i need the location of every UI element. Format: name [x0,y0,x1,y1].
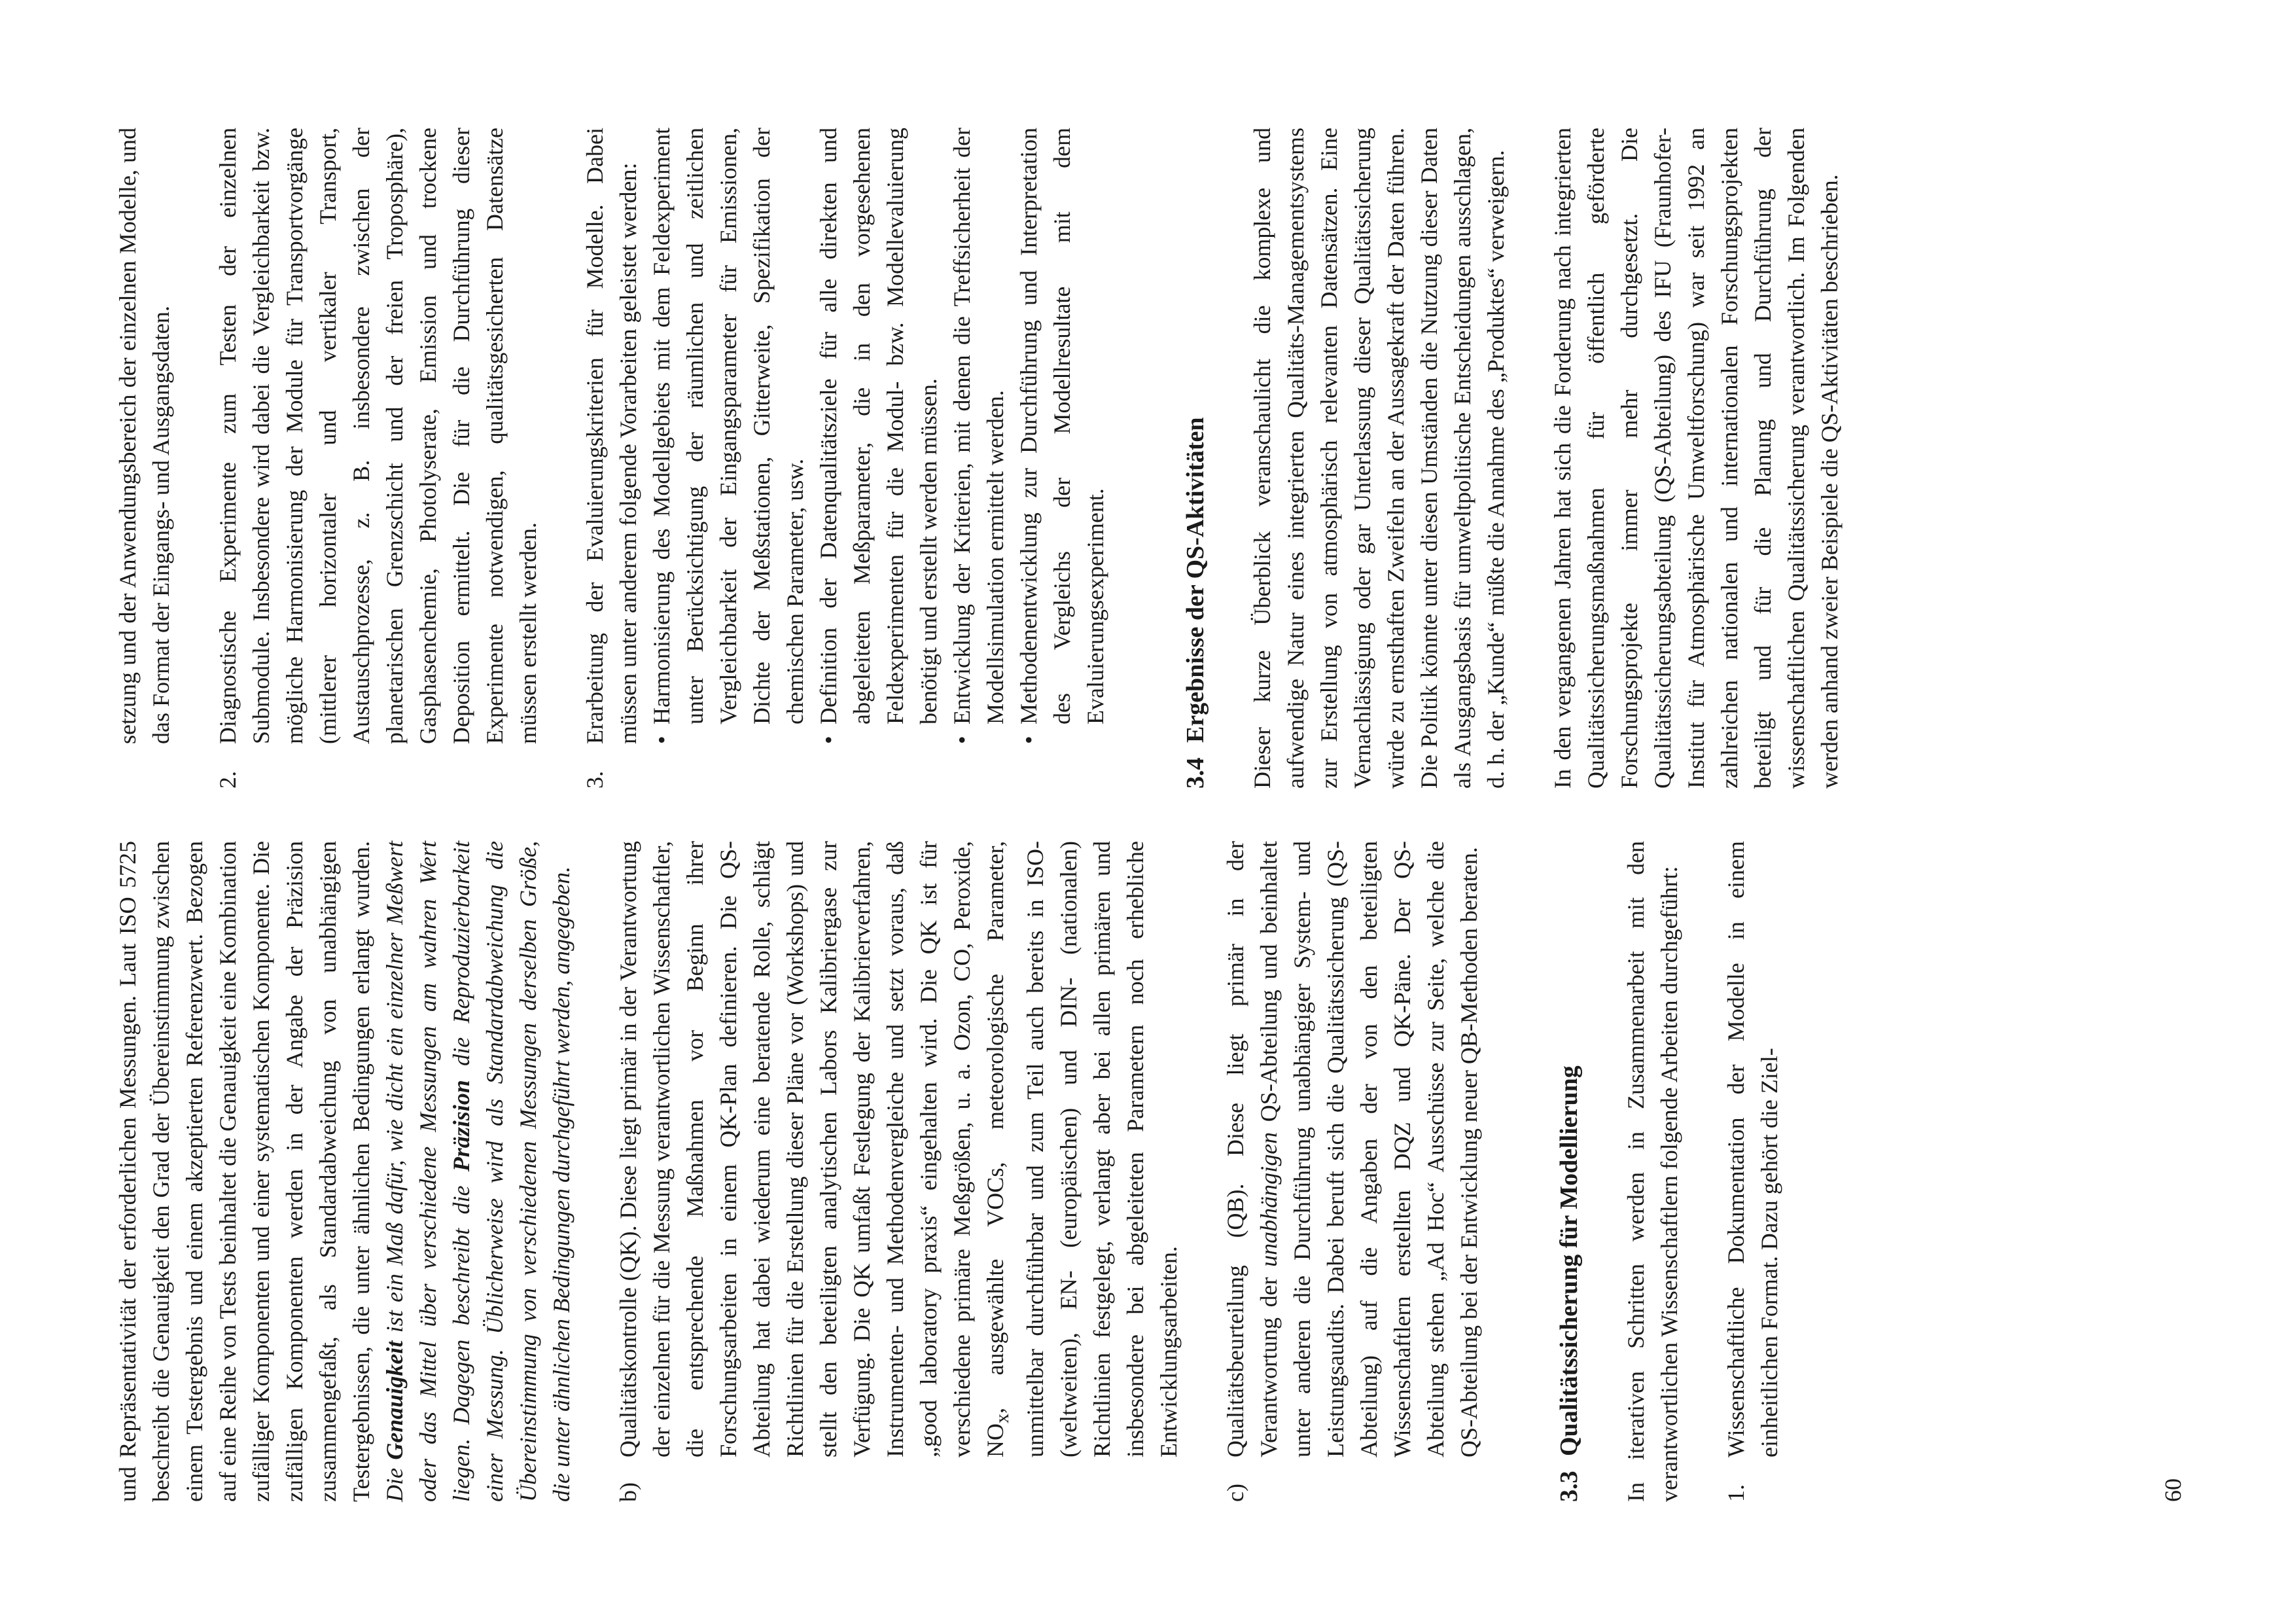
item-text [1219,841,1486,1457]
section-title: Ergebnisse der QS-Aktivitäten [1182,417,1209,743]
bullet-text: Harmonisierung des Modellgebiets mit dem Feldexperiment unter Berücksichtigung der räumlichen und zeitlichen Vergleichbarkeit der Eingangsparameter für Emissionen, Dichte der Meßstationen, Gitterweite, Spezifikation der chemischen Parameter, usw. [648,128,808,724]
item-text: Wissenschaftliche Dokumentation der Modelle in einem einheitlichen Format. Dazu gehört die Ziel- [1723,841,1783,1457]
subscript: x [991,1414,1014,1423]
text-span: Qualitätskontrolle (QK). Diese liegt primär in der Verantwortung der einzelnen für die Messung verantwortlichen Wissenschaftler, die entsprechende Maßnahmen vor Beginn ihrer Forschungsarbeiten in einem QK-Plan definieren. Die QS-Abteilung hat dabei wiederum eine beratende Rolle, schlägt Richtlinien für die Erstellung dieser Pläne vor (Workshops) und stellt den beteiligten analytischen Labors Kalibriergase zur Verfügung. Die QK umfaßt Festlegung der Kalibrierverfahren, Instrumenten- und Methodenvergleiche und setzt voraus, daß „good laboratory praxis“ eingehalten wird. Die QK ist für verschiedene primäre Meßgrößen, u. a. Ozon, CO, Peroxide, NO [615,841,1008,1457]
item-text [612,841,1186,1457]
bullet-icon: • [949,736,975,744]
text-span: Qualitätsbeurteilung (QB). Diese liegt primär in der Verantwortung der [1222,841,1282,1457]
item-label: 2. [215,771,241,789]
text-span: , ausgewählte VOCs, meteorologische Parameter, unmittelbar durchführbar und zum Teil auch bereits in ISO- (weltweiten), EN- (europäischen) und DIN- (nationalen) Richtlinien festgelegt, verlangt aber bei allen primären und insbesondere bei abgeleiteten Parametern noch erhebliche Entwicklungsarbeiten. [982,841,1182,1457]
item-text: Erarbeitung der Evaluierungskriterien für Modelle. Dabei müssen unter anderem folgende Vorarbeiten geleistet werden: [582,128,641,744]
bullet-text: Entwicklung der Kriterien, mit denen die Treffsicherheit der Modellsimulation ermittelt werden. [949,128,1008,724]
bullet-icon: • [815,736,841,744]
paragraph-overview: Dieser kurze Überblick veranschaulicht die komplexe und aufwendige Natur eines integrierten Qualitäts-Managementsystems zur Erstellung von atmosphärisch relevanten Datensätzen. Eine Vernachlässigung oder gar Unterlassung dieser Qualitätssicherung würde zu ernsthaften Zweifeln an der Aussagekraft der Daten führen. Die Politik könnte unter diesen Umständen die Nutzung dieser Daten als Ausgangsbasis für umweltpolitische Entscheidungen ausschlagen, d. h. der „Kunde“ müßte die Annahme des „Produktes“ verweigern. [1249,128,1509,789]
bullet-text: Definition der Datenqualitätsziele für alle direkten und abgeleiteten Meßparameter, die in den vorgesehenen Feldexperimenten für die Modul- bzw. Modellevaluierung benötigt und erstellt werden müssen. [815,128,942,724]
text-span: ist ein Maß dafür, wie dicht ein einzelner Meßwert oder das Mittel über verschiedene Messungen am wahren Wert liegen. Dagegen beschreibt die [381,841,474,1502]
section-number: 3.3 [1555,1471,1583,1502]
bullet-icon: • [648,736,675,744]
text-span: die Reproduzierbarkeit einer Messung. Üblicherweise wird als Standardabweichung die Übereinstimmung von verschiedenen Messungen derselben Größe, die unter ähnlichen Bedingungen durchgeführt werden, angegeben. [448,841,574,1502]
paragraph-accuracy [111,841,578,1502]
paragraph-ifu: In den vergangenen Jahren hat sich die Forderung nach integrierten Qualitätssicherungsmaßnahmen für öffentlich geförderte Forschungsprojekte immer mehr durchgesetzt. Die Qualitätssicherungsabteilung (QS-Abteilung) des IFU (Fraunhofer-Institut für Atmosphärische Umweltforschung) war seit 1992 an zahlreichen nationalen und internationalen Forschungsprojekten beteiligt und für die Planung und Durchführung der wissenschaftlichen Qualitätssicherung verantwortlich. Im Folgenden werden anhand zweier Beispiele die QS-Aktivitäten beschrieben. [1549,128,1843,789]
section-heading-3-4 [1179,128,1212,789]
bullet-item [945,128,1012,744]
bullet-text: Methodenentwicklung zur Durchführung und Interpretation des Vergleichs der Modellresultate mit dem Evaluierungsexperiment. [1016,128,1108,724]
bullet-item [1012,128,1112,744]
list-item-2 [211,128,545,789]
item-label: 3. [582,771,608,789]
list-item-3 [578,128,1112,789]
right-column [111,128,1846,789]
term-genauigkeit: Genauigkeit [381,1340,408,1460]
text-span: QS-Abteilung und beinhaltet unter anderen die Durchführung unabhängiger System- und Leistungsaudits. Dabei beruft sich die Qualitätssicherung (QS-Abteilung) auf die Angaben der von den beteiligten Wissenschaftlern erstellten DQZ und QK-Päne. Der QS-Abteilung stehen „Ad Hoc“ Ausschüsse zur Seite, welche die QS-Abteilung bei der Entwicklung neuer QB-Methoden beraten. [1256,841,1483,1457]
item-label: b) [615,1482,641,1502]
term-praezision: Präzision [448,1080,474,1172]
italic-word: unabhängigen [1256,1132,1282,1267]
bullet-item [645,128,812,744]
list-item-1 [1720,841,1786,1502]
italic-definition [381,841,574,1502]
item-text: Diagnostische Experimente zum Testen der einzelnen Submodule. Insbesondere wird dabei die Vergleichbarkeit bzw. mögliche Harmonisierung der Module für Transportvorgänge (mittlerer horizontaler und vertikaler Transport, Austauschprozesse, z. B. insbesondere zwischen der planetarischen Grenzschicht und der freien Troposphäre), Gasphasenchemie, Photolyserate, Emission und trockene Deposition ermittelt. Die für die Durchführung dieser Experimente notwendigen, qualitätsgesicherten Datensätze müssen erstellt werden. [215,128,541,744]
text-span: Die [381,1459,408,1502]
paragraph-section-intro: In iterativen Schritten werden in Zusammenarbeit mit den verantwortlichen Wissenschaftlern folgende Arbeiten durchgeführt: [1623,841,1683,1502]
section-number: 3.4 [1182,757,1209,789]
section-heading-3-3 [1553,841,1586,1502]
item-label: 1. [1723,1484,1750,1502]
page-number: 60 [2160,1478,2186,1502]
list-item-qb [1219,841,1486,1502]
item-label: c) [1222,1484,1249,1502]
item-body [578,128,1112,744]
bullet-item [812,128,945,744]
text-span: und Repräsentativität der erforderlichen Messungen. Laut ISO 5725 beschreibt die Genauigkeit den Grad der Übereinstimmung zwischen einem Testergebnis und einem akzeptierten Referenzwert. Bezogen auf eine Reihe von Tests beinhaltet die Genauigkeit eine Kombination zufälliger Komponenten und einer systematischen Komponente. Die zufälligen Komponenten werden in der Angabe der Präzision zusammengefaßt, als Standardabweichung von unabhängigen Testergebnissen, die unter ähnlichen Bedingungen erlangt wurden. [115,841,374,1502]
left-column [111,841,1786,1502]
bullet-icon: • [1016,736,1042,744]
section-title: Qualitätssicherung für Modellierung [1555,1065,1583,1456]
list-item-qk [612,841,1186,1502]
paragraph-continuation: setzung und der Anwendungsbereich der einzelnen Modelle, und das Format der Eingangs- und Ausgangsdaten. [115,128,174,744]
